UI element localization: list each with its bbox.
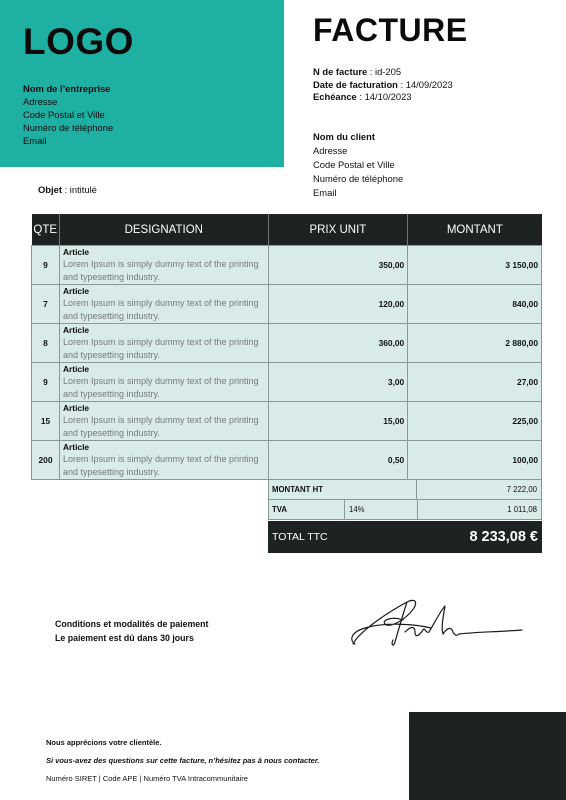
signature-image xyxy=(345,592,530,657)
row-qty: 9 xyxy=(32,363,60,402)
invoice-due-date: Echéance : 14/10/2023 xyxy=(313,91,412,102)
footer-contact: Si vous-avez des questions sur cette facture, n’hésitez pas à nous contacter. xyxy=(46,756,320,765)
footer-legal: Numéro SIRET | Code APE | Numéro TVA Intracommunitaire xyxy=(46,774,248,783)
company-logo: LOGO xyxy=(23,21,134,62)
footer xyxy=(46,734,319,788)
row-amount: 100,00 xyxy=(408,441,542,480)
invoice-date: Date de facturation : 14/09/2023 xyxy=(313,78,453,90)
invoice-title: FACTURE xyxy=(313,12,468,48)
header-amount: MONTANT xyxy=(408,214,542,246)
row-amount: 2 880,00 xyxy=(408,324,542,363)
client-address: Adresse xyxy=(313,145,348,156)
row-qty: 15 xyxy=(32,402,60,441)
row-unit-price: 120,00 xyxy=(268,285,408,324)
company-address: Adresse xyxy=(23,96,58,107)
grand-total-label: TOTAL TTC xyxy=(272,531,328,543)
article-description: Lorem Ipsum is simply dummy text of the printing and typesetting industry. xyxy=(62,259,259,282)
client-phone: Numéro de téléphone xyxy=(313,173,404,184)
grand-total-row xyxy=(268,521,542,553)
company-phone: Numéro de téléphone xyxy=(23,122,114,133)
row-designation xyxy=(59,246,268,285)
row-designation xyxy=(59,363,268,402)
row-designation xyxy=(59,402,268,441)
article-name: Article xyxy=(62,325,90,335)
subtotal-row xyxy=(268,479,542,500)
row-unit-price: 350,00 xyxy=(268,246,408,285)
row-unit-price: 360,00 xyxy=(268,324,408,363)
client-email: Email xyxy=(313,187,337,198)
row-designation xyxy=(59,441,268,480)
article-name: Article xyxy=(62,364,90,374)
row-amount: 27,00 xyxy=(408,363,542,402)
row-qty: 9 xyxy=(32,246,60,285)
article-name: Article xyxy=(62,403,90,413)
article-name: Article xyxy=(62,286,90,296)
subtotal-label: MONTANT HT xyxy=(272,485,323,494)
company-postal-city: Code Postal et Ville xyxy=(23,109,105,120)
footer-accent-block xyxy=(409,712,566,800)
client-info xyxy=(313,130,403,200)
table-row xyxy=(32,324,542,363)
header-designation: DESIGNATION xyxy=(59,214,268,246)
tax-value: 1 011,08 xyxy=(417,500,541,519)
grand-total-value: 8 233,08 € xyxy=(469,529,538,545)
subtotal-value: 7 222,00 xyxy=(416,480,541,499)
table-row xyxy=(32,441,542,480)
table-row xyxy=(32,285,542,324)
items-table-header xyxy=(32,214,542,246)
row-qty: 200 xyxy=(32,441,60,480)
row-amount: 3 150,00 xyxy=(408,246,542,285)
header-qty: QTE xyxy=(32,214,60,246)
footer-thanks: Nous apprécions votre clientèle. xyxy=(46,738,162,747)
row-unit-price: 3,00 xyxy=(268,363,408,402)
invoice-meta xyxy=(313,66,453,104)
table-row xyxy=(32,246,542,285)
payment-terms: Le paiement est dû dans 30 jours xyxy=(55,633,194,643)
client-postal-city: Code Postal et Ville xyxy=(313,159,395,170)
article-description: Lorem Ipsum is simply dummy text of the printing and typesetting industry. xyxy=(62,415,259,438)
tax-row xyxy=(268,500,542,520)
client-name: Nom du client xyxy=(313,131,375,142)
company-name: Nom de l’entreprise xyxy=(23,83,111,94)
row-qty: 8 xyxy=(32,324,60,363)
table-row xyxy=(32,402,542,441)
row-designation xyxy=(59,324,268,363)
invoice-subject: Objet : intitulé xyxy=(38,184,97,195)
article-description: Lorem Ipsum is simply dummy text of the printing and typesetting industry. xyxy=(62,337,259,360)
tax-label: TVA xyxy=(272,505,288,514)
tax-rate: 14% xyxy=(344,500,417,519)
article-description: Lorem Ipsum is simply dummy text of the printing and typesetting industry. xyxy=(62,376,259,399)
payment-conditions xyxy=(55,617,208,645)
invoice-number: N de facture : id-205 xyxy=(313,66,402,77)
subtotal-spacer xyxy=(344,480,416,499)
payment-conditions-title: Conditions et modalités de paiement xyxy=(55,619,209,629)
row-designation xyxy=(59,285,268,324)
header-unit-price: PRIX UNIT xyxy=(268,214,408,246)
company-info xyxy=(23,82,113,147)
row-amount: 840,00 xyxy=(408,285,542,324)
row-qty: 7 xyxy=(32,285,60,324)
items-table xyxy=(31,214,542,480)
totals-block xyxy=(268,479,542,553)
company-email: Email xyxy=(23,135,47,146)
row-amount: 225,00 xyxy=(408,402,542,441)
table-row xyxy=(32,363,542,402)
article-name: Article xyxy=(62,247,90,257)
article-description: Lorem Ipsum is simply dummy text of the printing and typesetting industry. xyxy=(62,298,259,321)
article-description: Lorem Ipsum is simply dummy text of the printing and typesetting industry. xyxy=(62,454,259,477)
row-unit-price: 0,50 xyxy=(268,441,408,480)
article-name: Article xyxy=(62,442,90,452)
row-unit-price: 15,00 xyxy=(268,402,408,441)
